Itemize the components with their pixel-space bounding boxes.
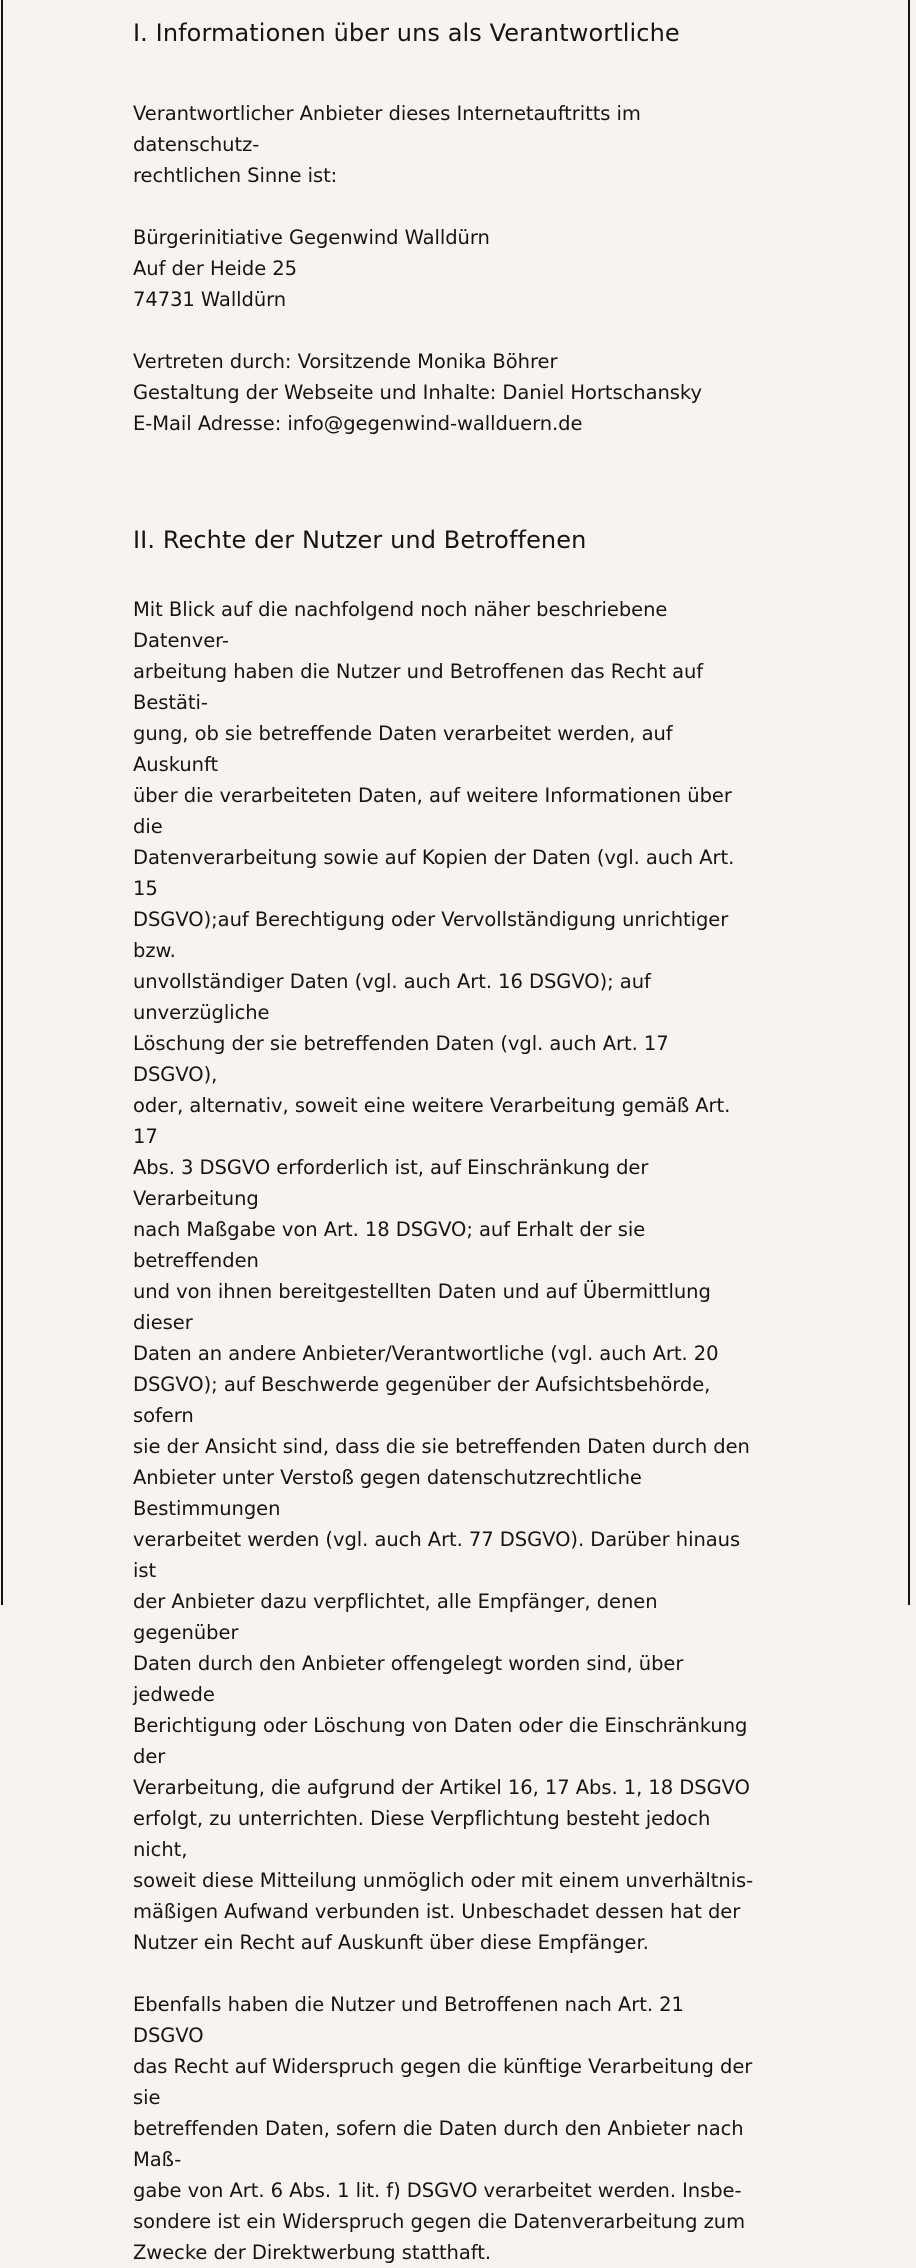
text-line: Daten an andere Anbieter/Verantwortliche (vgl. auch Art. 20 [133, 1342, 719, 1365]
text-line: betreffenden Daten, sofern die Daten durch den Anbieter nach Maß- [133, 2117, 744, 2171]
text-line: DSGVO); auf Beschwerde gegenüber der Aufsichtsbehörde, sofern [133, 1373, 711, 1427]
paragraph-rights [133, 594, 758, 1958]
text-line: Nutzer ein Recht auf Auskunft über diese Empfänger. [133, 1931, 649, 1954]
text-line: DSGVO);auf Berechtigung oder Vervollständigung unrichtiger bzw. [133, 908, 729, 962]
text-line-email: E-Mail Adresse: info@gegenwind-wallduern.de [133, 412, 583, 435]
section-heading-informationen-ueber-uns: I. Informationen über uns als Verantwortliche [133, 19, 680, 47]
paragraph-address [133, 222, 758, 315]
text-line: Vertreten durch: Vorsitzende Monika Böhrer [133, 350, 558, 373]
spacer [133, 191, 758, 222]
text-line: über die verarbeiteten Daten, auf weitere Informationen über die [133, 784, 732, 838]
spacer [133, 439, 758, 525]
paragraph-objection [133, 1989, 758, 2268]
text-line: soweit diese Mitteilung unmöglich oder mit einem unverhältnis- [133, 1869, 754, 1892]
text-line: nach Maßgabe von Art. 18 DSGVO; auf Erhalt der sie betreffenden [133, 1218, 646, 1272]
text-line: das Recht auf Widerspruch gegen die künftige Verarbeitung der sie [133, 2055, 753, 2109]
text-line: gung, ob sie betreffende Daten verarbeitet werden, auf Auskunft [133, 722, 673, 776]
text-line: arbeitung haben die Nutzer und Betroffenen das Recht auf Bestäti- [133, 660, 704, 714]
text-line: Zwecke der Direktwerbung statthaft. [133, 2241, 491, 2264]
text-line: gabe von Art. 6 Abs. 1 lit. f) DSGVO verarbeitet werden. Insbe- [133, 2179, 742, 2202]
text-line: der Anbieter dazu verpflichtet, alle Empfänger, denen gegenüber [133, 1590, 658, 1644]
text-line: Verantwortlicher Anbieter dieses Internetauftritts im datenschutz- [133, 102, 641, 156]
text-line: Datenverarbeitung sowie auf Kopien der Daten (vgl. auch Art. 15 [133, 846, 735, 900]
paragraph-contact [133, 346, 758, 439]
paragraph-intro [133, 98, 758, 191]
text-line: Auf der Heide 25 [133, 257, 298, 280]
text-line: unvollständiger Daten (vgl. auch Art. 16 DSGVO); auf unverzügliche [133, 970, 651, 1024]
spacer [133, 1958, 758, 1989]
text-line: 74731 Walldürn [133, 288, 287, 311]
spacer [133, 48, 758, 98]
text-line: verarbeitet werden (vgl. auch Art. 77 DSGVO). Darüber hinaus ist [133, 1528, 741, 1582]
text-line: Berichtigung oder Löschung von Daten oder die Einschränkung der [133, 1714, 748, 1768]
text-line: und von ihnen bereitgestellten Daten und auf Übermittlung dieser [133, 1280, 711, 1334]
text-line: Abs. 3 DSGVO erforderlich ist, auf Einschränkung der Verarbeitung [133, 1156, 649, 1210]
text-line: Gestaltung der Webseite und Inhalte: Daniel Hortschansky [133, 381, 702, 404]
text-line: Anbieter unter Verstoß gegen datenschutzrechtliche Bestimmungen [133, 1466, 642, 1520]
text-line: Mit Blick auf die nachfolgend noch näher beschriebene Datenver- [133, 598, 668, 652]
text-line: Bürgerinitiative Gegenwind Walldürn [133, 226, 490, 249]
spacer [133, 315, 758, 346]
text-line: Löschung der sie betreffenden Daten (vgl. auch Art. 17 DSGVO), [133, 1032, 669, 1086]
text-line: Ebenfalls haben die Nutzer und Betroffenen nach Art. 21 DSGVO [133, 1993, 684, 2047]
spacer [133, 555, 758, 594]
section-heading-rechte-der-nutzer: II. Rechte der Nutzer und Betroffenen [133, 526, 587, 554]
text-line: rechtlichen Sinne ist: [133, 164, 338, 187]
text-line: oder, alternativ, soweit eine weitere Verarbeitung gemäß Art. 17 [133, 1094, 731, 1148]
text-line: Verarbeitung, die aufgrund der Artikel 16, 17 Abs. 1, 18 DSGVO [133, 1776, 750, 1799]
text-line: Daten durch den Anbieter offengelegt worden sind, über jedwede [133, 1652, 684, 1706]
text-line: sondere ist ein Widerspruch gegen die Datenverarbeitung zum [133, 2210, 746, 2233]
text-line: mäßigen Aufwand verbunden ist. Unbeschadet dessen hat der [133, 1900, 741, 1923]
text-line: erfolgt, zu unterrichten. Diese Verpflichtung besteht jedoch nicht, [133, 1807, 711, 1861]
text-line: sie der Ansicht sind, dass die sie betreffenden Daten durch den [133, 1435, 750, 1458]
